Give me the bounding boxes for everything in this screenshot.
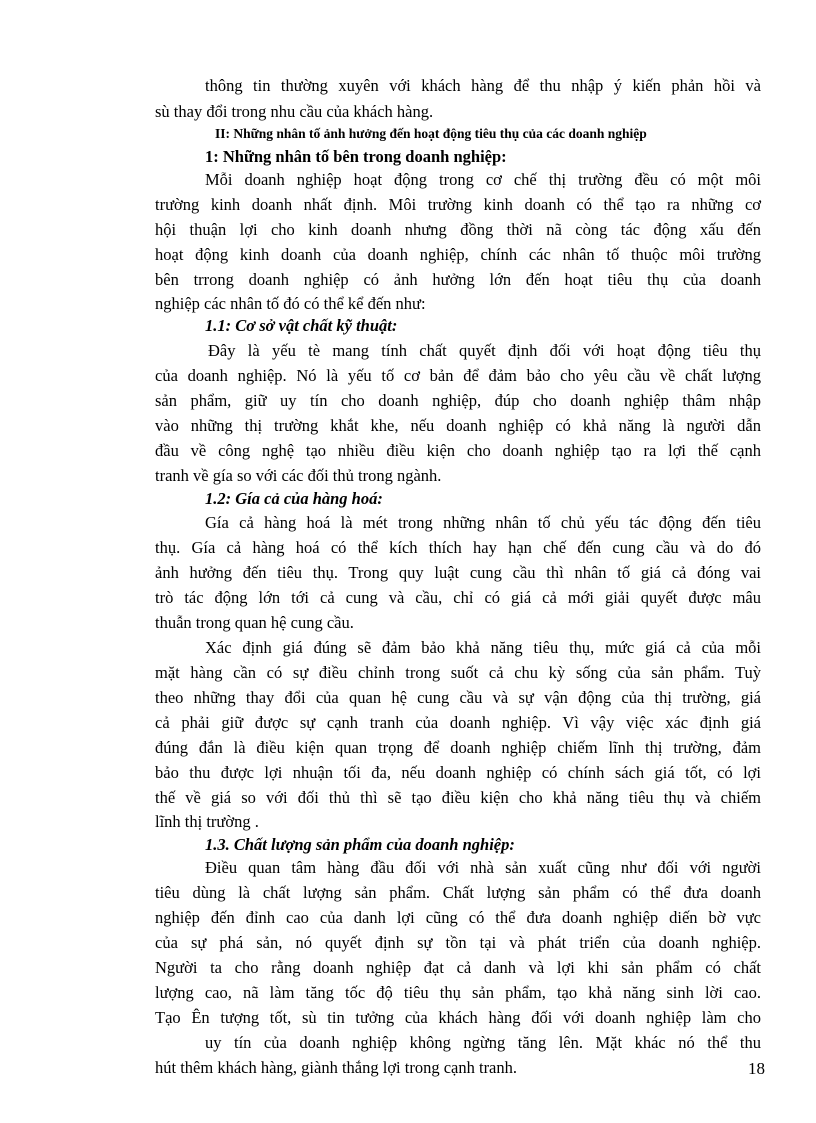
body-line: Người ta cho rằng doanh nghiệp đạt cả danh và lợi khi sản phẩm có chất — [155, 958, 761, 977]
body-line: trường kinh doanh nhất định. Môi trường kinh doanh có thể tạo ra những cơ — [155, 195, 761, 214]
subsection-heading: 1: Những nhân tố bên trong doanh nghiệp: — [205, 147, 507, 166]
body-line: nghiệp các nhân tố đó có thể kể đến như: — [155, 294, 426, 313]
body-line: cả phải giữ được sự cạnh tranh của doanh nghiệp. Vì vậy việc xác định giá — [155, 713, 761, 732]
body-line: hội thuận lợi cho kinh doanh nhưng đồng thời nã còng tác động xấu đến — [155, 220, 761, 239]
body-line: sù thay đổi trong nhu cầu của khách hàng. — [155, 102, 434, 121]
body-line: đúng đắn là điều kiện quan trọng để doanh nghiệp chiếm lĩnh thị trường, đảm — [155, 738, 761, 757]
body-line: Điều quan tâm hàng đầu đối với nhà sản xuất cũng như đối với người — [205, 858, 761, 877]
section-heading: II: Những nhân tố ảnh hưởng đến hoạt động tiêu thụ của các doanh nghiệp — [215, 126, 647, 141]
body-line: bên trrong doanh nghiệp có ảnh hưởng lớn đến hoạt tiêu thụ của doanh — [155, 270, 761, 289]
body-line: uy tín của doanh nghiệp không ngừng tăng lên. Mặt khác nó thể thu — [205, 1033, 761, 1052]
body-line: vào những thị trường khắt khe, nếu doanh nghiệp có khả năng là người dẫn — [155, 416, 761, 435]
body-line: thuẫn trong quan hệ cung cầu. — [155, 613, 354, 632]
body-line: bảo thu được lợi nhuận tối đa, nếu doanh nghiệp có chính sách giá tốt, có lợi — [155, 763, 761, 782]
body-line: Tạo Ên tượng tốt, sù tin tưởng của khách hàng đối với doanh nghiệp làm cho — [155, 1008, 761, 1027]
body-line: thông tin thường xuyên với khách hàng để thu nhập ý kiến phản hồi và — [205, 76, 761, 95]
body-line: tranh về gía so với các đối thủ trong ngành. — [155, 466, 442, 485]
body-line: hoạt động kinh doanh của doanh nghiệp, chính các nhân tố thuộc môi trường — [155, 245, 761, 264]
body-line: tiêu dùng là chất lượng sản phẩm. Chất lượng sản phẩm có thể đưa doanh — [155, 883, 761, 902]
body-line: hút thêm khách hàng, giành thắng lợi trong cạnh tranh. — [155, 1058, 518, 1077]
body-line: trò tác động lớn tới cả cung và cầu, chỉ có giá cả mới giải quyết được mâu — [155, 588, 761, 607]
body-line: của doanh nghiệp. Nó là yếu tố cơ bản để đảm bảo cho yêu cầu về chất lượng — [155, 366, 761, 385]
body-line: sản phẩm, giữ uy tín cho doanh nghiệp, đúp cho doanh nghiệp thâm nhập — [155, 391, 761, 410]
body-line: nghiệp đến đỉnh cao của danh lợi cũng có thể đưa doanh nghiệp diến bờ vực — [155, 908, 761, 927]
body-line: thế về giá so với đối thủ thì sẽ tạo điều kiện cho khả năng tiêu thụ và chiếm — [155, 788, 761, 807]
body-line: mặt hàng cần có sự điều chỉnh trong suốt cả chu kỳ sống của sản phẩm. Tuỳ — [155, 663, 761, 682]
body-line: thụ. Gía cả hàng hoá có thể kích thích hay hạn chế đến cung cầu và do đó — [155, 538, 761, 557]
body-line: đầu về công nghệ tạo nhiều điều kiện cho doanh nghiệp tạo ra lợi thế cạnh — [155, 441, 761, 460]
body-line: Mỗi doanh nghiệp hoạt động trong cơ chế thị trường đều có một môi — [205, 170, 761, 189]
body-line: Xác định giá đúng sẽ đảm bảo khả năng tiêu thụ, mức giá cả của mỗi — [205, 638, 761, 657]
body-line: của sự phá sản, nó quyết định sự tồn tại và phát triển của doanh nghiệp. — [155, 933, 761, 952]
subsection-heading: 1.1: Cơ sở vật chất kỹ thuật: — [205, 316, 398, 335]
body-line: ảnh hưởng đến tiêu thụ. Trong quy luật cung cầu thì nhân tố giá cả đóng vai — [155, 563, 761, 582]
body-line: lượng cao, nã làm tăng tốc độ tiêu thụ sản phẩm, tạo khả năng sinh lời cao. — [155, 983, 761, 1002]
body-line: lĩnh thị trường . — [155, 812, 259, 831]
body-line: Gía cả hàng hoá là mét trong những nhân tố chủ yếu tác động đến tiêu — [205, 513, 761, 532]
subsection-heading: 1.3. Chất lượng sản phẩm của doanh nghiệp: — [205, 835, 515, 854]
subsection-heading: 1.2: Gía cả của hàng hoá: — [205, 489, 383, 508]
body-line: theo những thay đổi của quan hệ cung cầu và sự vận động của thị trường, giá — [155, 688, 761, 707]
page-number: 18 — [748, 1059, 765, 1078]
body-line: Đây là yếu tè mang tính chất quyết định đối với hoạt động tiêu thụ — [208, 341, 761, 360]
